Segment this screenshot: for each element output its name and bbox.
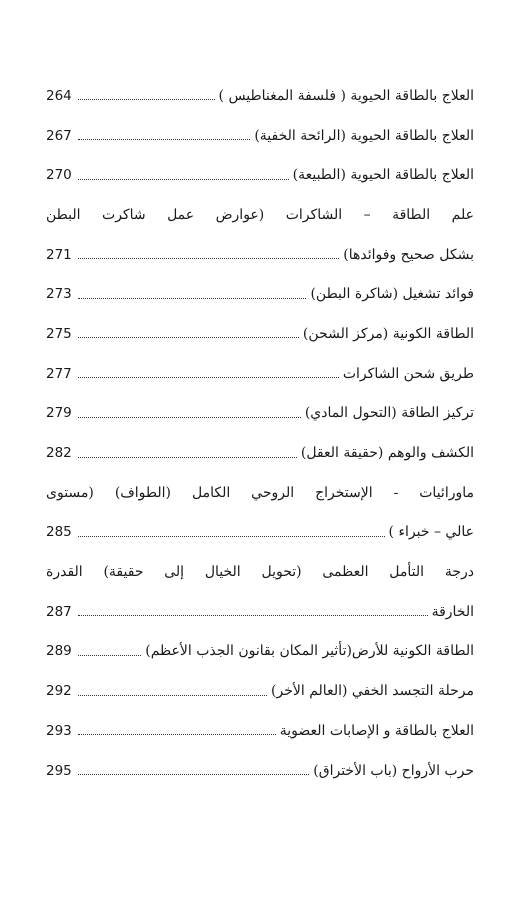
toc-entry-continued <box>46 552 474 592</box>
dot-leader <box>78 774 309 775</box>
toc-entry-title: درجة التأمل العظمى (تحويل الخيال إلى حقيقة) القدرة <box>46 564 474 581</box>
toc-entry-page: 292 <box>46 683 72 700</box>
toc-entry <box>46 116 474 156</box>
toc-entry-title: فوائد تشغيل (شاكرة البطن) <box>310 286 474 303</box>
toc-entry-page: 277 <box>46 365 72 382</box>
toc-entry <box>46 592 474 632</box>
dot-leader <box>78 615 428 616</box>
dot-leader <box>78 377 339 378</box>
toc-entry <box>46 711 474 751</box>
dot-leader <box>78 337 299 338</box>
toc-entry-title: عالي – خبراء ) <box>388 524 474 541</box>
toc-entry-title: تركيز الطاقة (التحول المادي) <box>304 405 474 422</box>
toc-entry-page: 289 <box>46 643 72 660</box>
dot-leader <box>78 99 215 100</box>
toc-entry-page: 275 <box>46 325 72 342</box>
toc-entry-page: 264 <box>46 87 72 104</box>
toc-entry-title: العلاج بالطاقة الحيوية ( فلسفة المغناطيس ) <box>218 87 474 104</box>
toc-entry <box>46 354 474 394</box>
toc-entry-title: ماورائيات - الإستخراج الروحي الكامل (الطواف) (مستوى <box>46 484 474 501</box>
toc-entry <box>46 394 474 434</box>
toc-entry-continued <box>46 195 474 235</box>
toc-entry-page: 293 <box>46 722 72 739</box>
toc-entry-page: 279 <box>46 405 72 422</box>
toc-entry <box>46 76 474 116</box>
toc-entry-page: 285 <box>46 524 72 541</box>
toc-entry-title: الطاقة الكونية للأرض(تأثير المكان بقانون الجذب الأعظم) <box>145 643 474 660</box>
toc-entry-title: بشكل صحيح وفوائدها) <box>343 246 474 263</box>
toc-entry-title: العلاج بالطاقة و الإصابات العضوية <box>279 722 474 739</box>
toc-entry-title: الطاقة الكونية (مركز الشحن) <box>302 325 474 342</box>
toc-entry-title: الخارقة <box>431 603 474 620</box>
dot-leader <box>78 457 297 458</box>
toc-entry-page: 271 <box>46 246 72 263</box>
toc-entry <box>46 632 474 672</box>
toc-entry <box>46 433 474 473</box>
toc-entry-page: 287 <box>46 603 72 620</box>
toc-entry-title: مرحلة التجسد الخفي (العالم الأخر) <box>271 683 474 700</box>
toc-entry-page: 267 <box>46 127 72 144</box>
toc-entry-title: طريق شحن الشاكرات <box>342 365 474 382</box>
toc-entry-title: العلاج بالطاقة الحيوية (الرائحة الخفية) <box>254 127 474 144</box>
toc-entry <box>46 155 474 195</box>
toc-entry <box>46 314 474 354</box>
toc-entry-page: 282 <box>46 445 72 462</box>
toc-entry-page: 273 <box>46 286 72 303</box>
table-of-contents <box>46 76 474 790</box>
dot-leader <box>78 179 289 180</box>
toc-entry-title: حرب الأرواح (باب الأختراق) <box>313 762 474 779</box>
dot-leader <box>78 536 385 537</box>
dot-leader <box>78 258 339 259</box>
toc-entry-continued <box>46 473 474 513</box>
toc-entry <box>46 235 474 275</box>
toc-entry-page: 295 <box>46 762 72 779</box>
dot-leader <box>78 734 276 735</box>
toc-entry <box>46 274 474 314</box>
toc-entry <box>46 513 474 553</box>
toc-entry <box>46 671 474 711</box>
toc-entry-page: 270 <box>46 167 72 184</box>
dot-leader <box>78 298 306 299</box>
dot-leader <box>78 655 141 656</box>
dot-leader <box>78 417 301 418</box>
toc-entry-title: العلاج بالطاقة الحيوية (الطبيعة) <box>292 167 474 184</box>
dot-leader <box>78 695 267 696</box>
toc-entry <box>46 751 474 791</box>
dot-leader <box>78 139 250 140</box>
toc-entry-title: الكشف والوهم (حقيقة العقل) <box>300 445 474 462</box>
toc-entry-title: علم الطاقة – الشاكرات (عوارض عمل شاكرت البطن <box>46 206 474 223</box>
